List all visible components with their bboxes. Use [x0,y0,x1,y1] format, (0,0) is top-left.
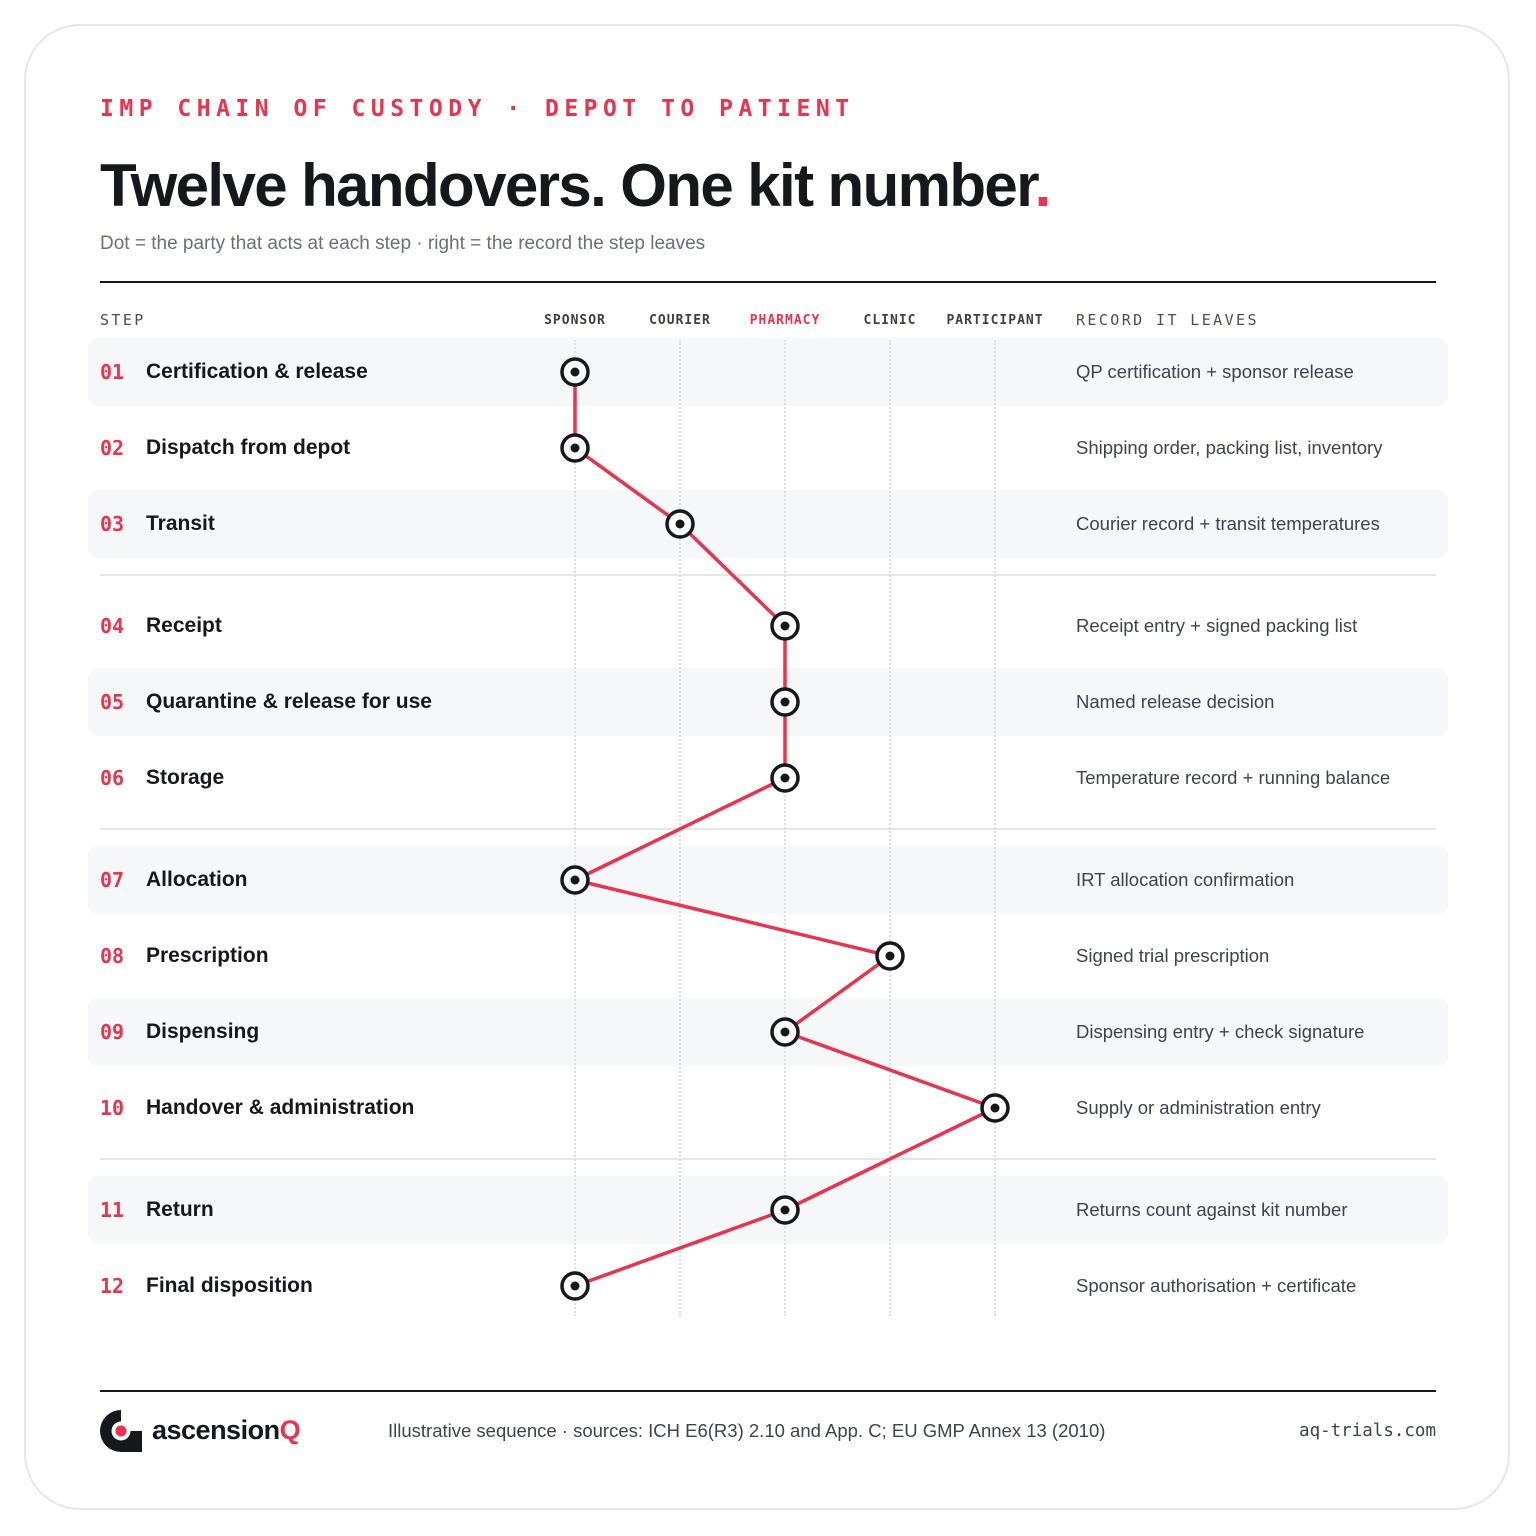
step-record: Dispensing entry + check signature [1076,1021,1365,1042]
party-marker-step-04 [772,613,798,639]
step-name: Handover & administration [146,1096,415,1119]
brand-name-main: ascension [152,1415,280,1445]
step-number: 10 [100,1096,125,1120]
brand-name-q: Q [279,1415,301,1445]
step-number: 11 [100,1198,125,1222]
step-number: 05 [100,690,125,714]
step-number: 08 [100,944,125,968]
step-name: Certification & release [146,360,368,383]
step-number: 03 [100,512,125,536]
step-name: Quarantine & release for use [146,690,432,713]
step-name: Return [146,1198,214,1221]
column-head-step: STEP [100,311,146,329]
step-record: Supply or administration entry [1076,1097,1321,1118]
step-record: Sponsor authorisation + certificate [1076,1275,1357,1296]
party-marker-step-07 [562,867,588,893]
step-number: 09 [100,1020,125,1044]
party-marker-step-11 [772,1197,798,1223]
eyebrow: IMP CHAIN OF CUSTODY · DEPOT TO PATIENT [100,96,855,122]
column-head-sponsor: SPONSOR [544,313,606,328]
party-marker-step-09 [772,1019,798,1045]
step-record: QP certification + sponsor release [1076,361,1354,382]
step-name: Dispensing [146,1020,260,1043]
step-record: IRT allocation confirmation [1076,869,1295,890]
route-line [575,372,995,1286]
sources-note: Illustrative sequence · sources: ICH E6(R3) 2.10 and App. C; EU GMP Annex 13 (2010) [388,1420,1106,1441]
column-head-participant: PARTICIPANT [946,313,1044,328]
column-head-pharmacy: PHARMACY [749,313,821,328]
subtitle: Dot = the party that acts at each step · right = the record the step leaves [100,233,706,254]
step-number: 06 [100,766,125,790]
party-marker-step-08 [877,943,903,969]
party-marker-step-02 [562,435,588,461]
step-number: 04 [100,614,125,638]
step-record: Signed trial prescription [1076,945,1270,966]
column-head-record: RECORD IT LEAVES [1076,311,1259,329]
step-name: Final disposition [146,1274,313,1297]
step-number: 12 [100,1274,125,1298]
party-marker-step-06 [772,765,798,791]
step-record: Receipt entry + signed packing list [1076,615,1358,636]
step-record: Named release decision [1076,691,1275,712]
step-name: Transit [146,512,215,535]
party-marker-step-12 [562,1273,588,1299]
column-head-clinic: CLINIC [863,313,917,328]
step-record: Temperature record + running balance [1076,767,1391,788]
party-marker-step-10 [982,1095,1008,1121]
step-name: Allocation [146,868,248,891]
ascensionq-logo-icon [100,1410,142,1452]
bottom-rule [100,1390,1436,1392]
step-number: 07 [100,868,125,892]
title-dot: . [1034,152,1050,219]
site-url[interactable]: aq-trials.com [1299,1421,1436,1441]
step-name: Prescription [146,944,269,967]
step-name: Receipt [146,614,222,637]
column-head-courier: COURIER [649,313,711,328]
step-record: Shipping order, packing list, inventory [1076,437,1383,458]
step-record: Returns count against kit number [1076,1199,1348,1220]
party-marker-step-03 [667,511,693,537]
step-number: 01 [100,360,125,384]
step-name: Dispatch from depot [146,436,351,459]
step-name: Storage [146,766,225,789]
brand-name [152,1413,300,1447]
party-marker-step-05 [772,689,798,715]
title-text: Twelve handovers. One kit number [100,152,1035,219]
step-number: 02 [100,436,125,460]
party-marker-step-01 [562,359,588,385]
step-record: Courier record + transit temperatures [1076,513,1380,534]
